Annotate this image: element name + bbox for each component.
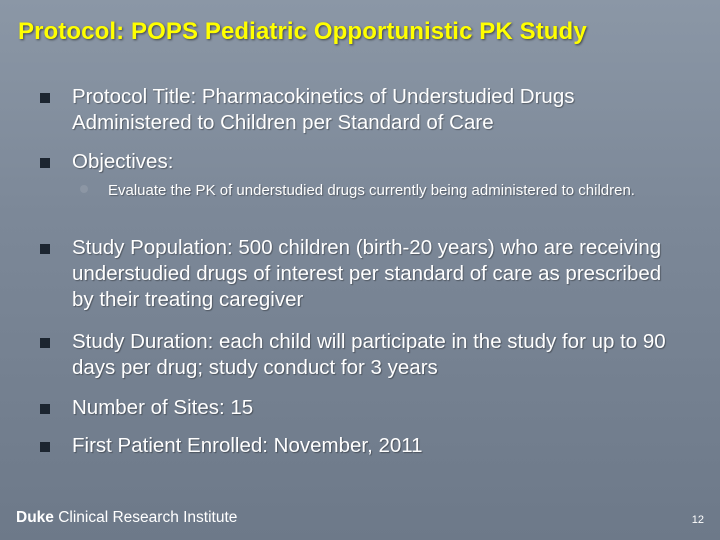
bullet-text: Number of Sites: 15	[72, 396, 254, 419]
bullet-text: First Patient Enrolled: November, 2011	[72, 434, 423, 457]
page-number: 12	[691, 514, 704, 526]
bullet-text: Objectives:	[72, 150, 174, 173]
bullet-text: Study Population: 500 children (birth-20 years) who are receiving understudied drugs of interest per standard of care as prescribed by their treating caregiver	[72, 236, 662, 311]
duke-cri-logo	[16, 509, 237, 527]
round-bullet-icon	[80, 185, 88, 193]
square-bullet-icon	[40, 158, 50, 168]
bullet-text: Protocol Title: Pharmacokinetics of Understudied Drugs Administered to Children per Standard of Care	[72, 85, 575, 134]
sub-bullet-text: Evaluate the PK of understudied drugs currently being administered to children.	[108, 182, 635, 199]
square-bullet-icon	[40, 93, 50, 103]
logo-institute-text: Clinical Research Institute	[58, 509, 238, 526]
square-bullet-icon	[40, 442, 50, 452]
bullet-text: Study Duration: each child will participate in the study for up to 90 days per drug; study conduct for 3 years	[72, 330, 666, 379]
slide-title: Protocol: POPS Pediatric Opportunistic PK Study	[18, 18, 587, 45]
square-bullet-icon	[40, 338, 50, 348]
square-bullet-icon	[40, 404, 50, 414]
square-bullet-icon	[40, 244, 50, 254]
logo-duke-text: Duke	[16, 509, 54, 526]
